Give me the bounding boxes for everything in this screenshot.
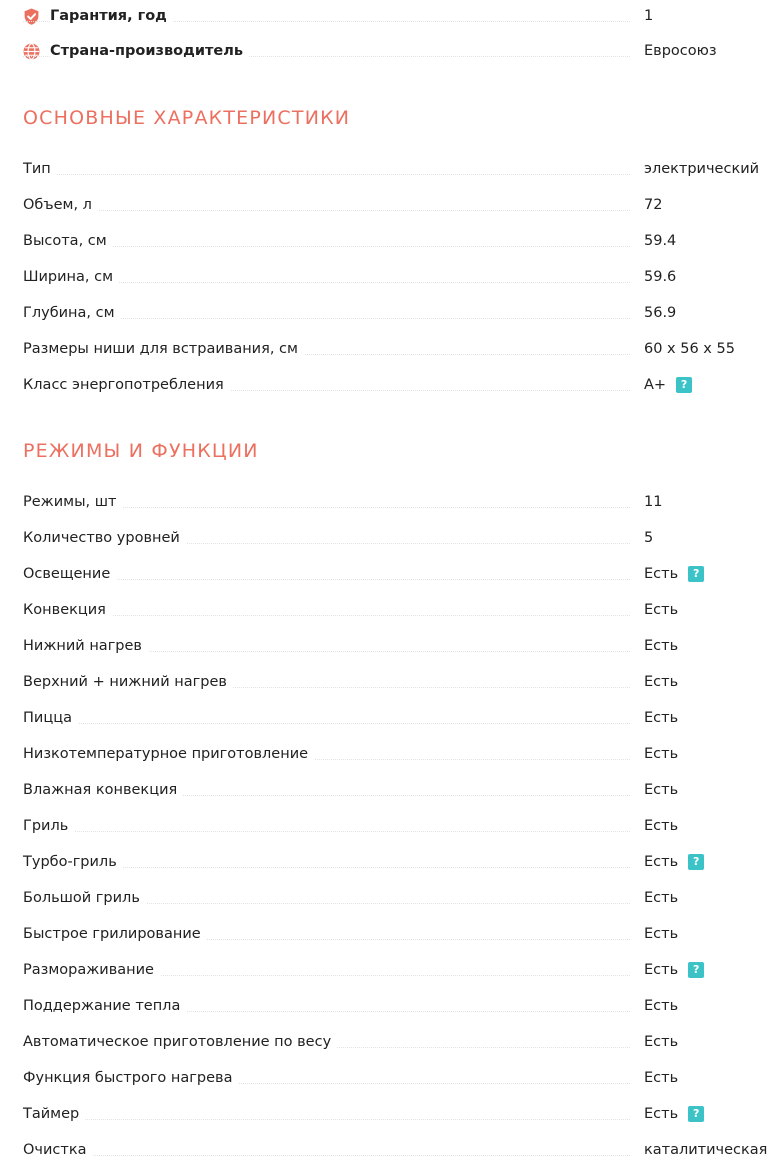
spec-label: Влажная конвекция bbox=[23, 782, 183, 798]
spec-label: Быстрое грилирование bbox=[23, 926, 207, 942]
spec-label: Размеры ниши для встраивания, см bbox=[23, 341, 304, 357]
spec-row bbox=[23, 778, 781, 802]
spec-value: 60 x 56 x 55 bbox=[644, 341, 735, 357]
spec-value: Есть bbox=[644, 1034, 679, 1050]
spec-value: Есть ? bbox=[644, 962, 704, 978]
spec-label: Турбо-гриль bbox=[23, 854, 123, 870]
spec-label: Количество уровней bbox=[23, 530, 186, 546]
section-title-modes: РЕЖИМЫ И ФУНКЦИИ bbox=[23, 440, 259, 462]
spec-row bbox=[23, 229, 781, 253]
leader-dots bbox=[23, 174, 630, 175]
spec-value: Есть bbox=[644, 818, 679, 834]
spec-row bbox=[23, 490, 781, 514]
spec-row bbox=[23, 886, 781, 910]
leader-dots bbox=[23, 723, 630, 724]
spec-value: Есть bbox=[644, 1070, 679, 1086]
spec-value: 72 bbox=[644, 197, 663, 213]
spec-row-warranty bbox=[23, 4, 781, 28]
spec-label: Нижний нагрев bbox=[23, 638, 148, 654]
spec-row bbox=[23, 562, 781, 586]
spec-row bbox=[23, 1030, 781, 1054]
spec-row bbox=[23, 814, 781, 838]
spec-value: Есть bbox=[644, 998, 679, 1014]
help-icon[interactable]: ? bbox=[688, 1106, 704, 1122]
spec-value: Есть bbox=[644, 674, 679, 690]
spec-value: 5 bbox=[644, 530, 654, 546]
spec-row bbox=[23, 706, 781, 730]
spec-value: Есть bbox=[644, 926, 679, 942]
spec-value: электрический bbox=[644, 161, 760, 177]
leader-dots bbox=[23, 246, 630, 247]
leader-dots bbox=[23, 1119, 630, 1120]
spec-label: Большой гриль bbox=[23, 890, 146, 906]
spec-value: 56.9 bbox=[644, 305, 677, 321]
spec-value: Есть bbox=[644, 710, 679, 726]
spec-label: Страна-производитель bbox=[50, 43, 249, 59]
spec-label: Гарантия, год bbox=[50, 8, 173, 24]
spec-value: Есть ? bbox=[644, 1106, 704, 1122]
spec-label: Поддержание тепла bbox=[23, 998, 186, 1014]
spec-value: Есть ? bbox=[644, 854, 704, 870]
spec-label: Глубина, см bbox=[23, 305, 121, 321]
spec-row-country bbox=[23, 39, 781, 63]
spec-row bbox=[23, 526, 781, 550]
spec-row bbox=[23, 265, 781, 289]
spec-label: Автоматическое приготовление по весу bbox=[23, 1034, 337, 1050]
spec-value: 11 bbox=[644, 494, 663, 510]
spec-label: Высота, см bbox=[23, 233, 113, 249]
leader-dots bbox=[23, 1155, 630, 1156]
spec-label: Класс энергопотребления bbox=[23, 377, 230, 393]
spec-label: Освещение bbox=[23, 566, 116, 582]
spec-label: Пицца bbox=[23, 710, 78, 726]
spec-value: 59.4 bbox=[644, 233, 677, 249]
spec-value: Есть bbox=[644, 746, 679, 762]
spec-value: Есть bbox=[644, 638, 679, 654]
spec-label: Верхний + нижний нагрев bbox=[23, 674, 233, 690]
spec-row bbox=[23, 598, 781, 622]
spec-row bbox=[23, 1138, 781, 1162]
spec-label: Конвекция bbox=[23, 602, 112, 618]
spec-label: Гриль bbox=[23, 818, 74, 834]
spec-value: Есть bbox=[644, 782, 679, 798]
leader-dots bbox=[23, 615, 630, 616]
spec-row bbox=[23, 193, 781, 217]
spec-label: Функция быстрого нагрева bbox=[23, 1070, 238, 1086]
spec-row bbox=[23, 337, 781, 361]
spec-row bbox=[23, 922, 781, 946]
help-icon[interactable]: ? bbox=[676, 377, 692, 393]
spec-row bbox=[23, 742, 781, 766]
leader-dots bbox=[23, 210, 630, 211]
spec-row bbox=[23, 958, 781, 982]
spec-value: Есть bbox=[644, 890, 679, 906]
spec-row bbox=[23, 301, 781, 325]
spec-row bbox=[23, 1102, 781, 1126]
spec-label: Ширина, см bbox=[23, 269, 119, 285]
spec-value: 59.6 bbox=[644, 269, 677, 285]
spec-label: Объем, л bbox=[23, 197, 98, 213]
section-title-main-specs: ОСНОВНЫЕ ХАРАКТЕРИСТИКИ bbox=[23, 107, 351, 129]
spec-row bbox=[23, 634, 781, 658]
help-icon[interactable]: ? bbox=[688, 854, 704, 870]
spec-value: A+ ? bbox=[644, 377, 692, 393]
spec-value: Есть ? bbox=[644, 566, 704, 582]
leader-dots bbox=[23, 831, 630, 832]
spec-row bbox=[23, 157, 781, 181]
spec-label: Тип bbox=[23, 161, 57, 177]
spec-label: Низкотемпературное приготовление bbox=[23, 746, 314, 762]
spec-row bbox=[23, 373, 781, 397]
spec-label: Размораживание bbox=[23, 962, 160, 978]
spec-value: Есть bbox=[644, 602, 679, 618]
spec-value: Евросоюз bbox=[644, 43, 717, 59]
spec-row bbox=[23, 1066, 781, 1090]
spec-row bbox=[23, 994, 781, 1018]
spec-label: Очистка bbox=[23, 1142, 92, 1158]
spec-value: каталитическая bbox=[644, 1142, 768, 1158]
spec-value: 1 bbox=[644, 8, 654, 24]
spec-label: Таймер bbox=[23, 1106, 85, 1122]
help-icon[interactable]: ? bbox=[688, 566, 704, 582]
spec-label: Режимы, шт bbox=[23, 494, 122, 510]
spec-row bbox=[23, 670, 781, 694]
help-icon[interactable]: ? bbox=[688, 962, 704, 978]
spec-row bbox=[23, 850, 781, 874]
